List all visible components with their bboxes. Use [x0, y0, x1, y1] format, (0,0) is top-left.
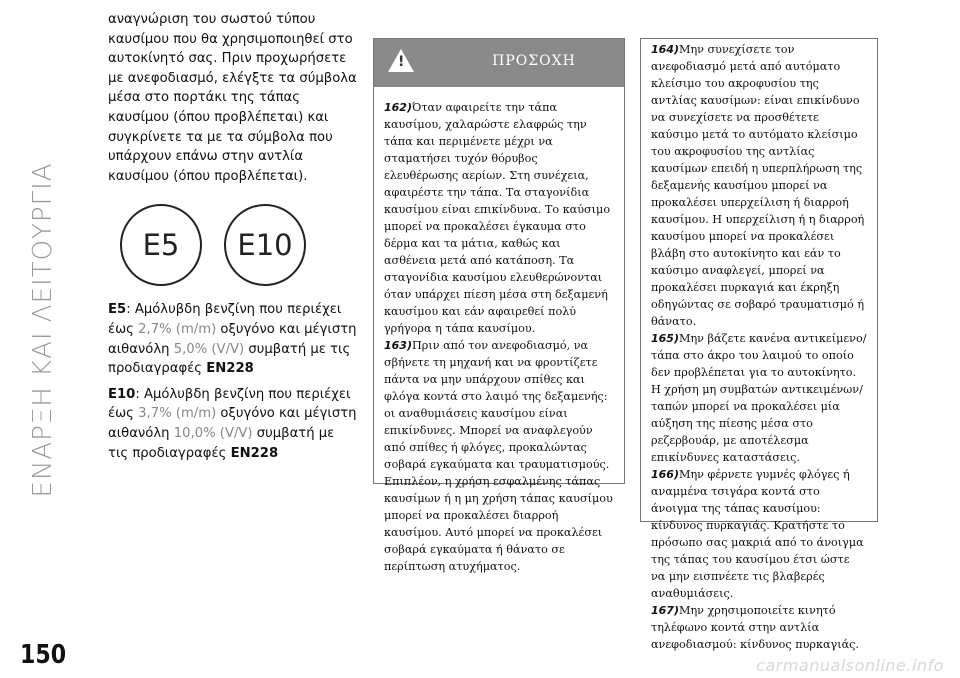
warning-item-162 [384, 99, 614, 337]
warning-text: Μην χρησιμοποιείτε κινητό τηλέφωνο κοντά στην αντλία ανεφοδιασμού: κίνδυνος πυρκαγιάς. [651, 604, 859, 651]
warning-ref: 165) [651, 332, 679, 345]
warning-ref: 163) [384, 339, 412, 352]
warning-ref: 166) [651, 468, 679, 481]
warning-item-166 [651, 466, 867, 602]
e5-text-3: συμβατή με τις προδιαγραφές [108, 341, 351, 377]
e5-text-2: οξυγόνο και μέγιστη αιθανόλη [108, 321, 357, 357]
warning-box [373, 38, 625, 573]
watermark: carmanualsonline.info [756, 656, 944, 675]
e10-ethanol-value: 10,0% (V/V) [173, 425, 253, 441]
section-label: ΕΝΑΡΞΗ ΚΑΙ ΛΕΙΤΟΥΡΓΙΑ [28, 162, 58, 498]
e10-spec [108, 385, 358, 463]
warning-text: Μην βάζετε κανένα αντικείμενο/τάπα στο άκρο του λαιμού το οποίο δεν προβλέπεται για το αυτοκίνητο. Η χρήση μη συμβατών αντικειμένων/ταπών μπορεί να προκαλέσει μία αύξηση της πίεσης μέσα στο ρεζερβουάρ, με αποτέλεσμα επικίνδυνες καταστάσεις. [651, 332, 867, 464]
warning-text: Μην συνεχίσετε τον ανεφοδιασμό μετά από αυτόματο κλείσιμο του ακροφυσίου της αντλίας καυσίμων: είναι επικίνδυνο να συνεχίσετε να προσθέτετε καύσιμο μετά το αυτόματο κλείσιμο του ακροφυσίου της αντλίας καυσίμων επειδή η υπερπλήρωση της δεξαμενής καυσίμου μπορεί να προκαλέσει υπερχείλιση ή διαρροή καυσίμου. Η υπερχείλιση ή η διαρροή καυσίμου μπορεί να προκαλέσει βλάβη στο αυτοκίνητο και εάν το καύσιμο αναφλεγεί, μπορεί να προκαλέσει πυρκαγιά και έκρηξη οδηγώντας σε σοβαρό τραυματισμό ή θάνατο. [651, 43, 865, 328]
e5-ethanol-value: 5,0% (V/V) [173, 341, 245, 357]
e10-badge-icon: E10 [224, 204, 306, 286]
warning-triangle-icon [388, 49, 414, 72]
e5-spec [108, 300, 358, 378]
warning-title: ΠΡΟΣΟΧΗ [492, 53, 576, 69]
left-column [108, 10, 358, 463]
page-number: 150 [20, 640, 67, 670]
intro-paragraph: αναγνώριση του σωστού τύπου καυσίμου που θα χρησιμοποιηθεί στο αυτοκίνητό σας. Πριν προχωρήσετε με ανεφοδιασμό, ελέγξτε τα σύμβολα μέσα στο πορτάκι της τάπας καυσίμου (όπου προβλέπεται) και συγκρίνετε τα με τα σύμβολα που υπάρχουν επάνω στην αντλία καυσίμου (όπου προβλέπεται). [108, 12, 357, 184]
e5-badge-icon: E5 [120, 204, 202, 286]
warning-item-164 [651, 41, 867, 330]
e10-oxygen-value: 3,7% (m/m) [138, 406, 217, 422]
e10-label: E10 [108, 386, 136, 402]
warning-text: Όταν αφαιρείτε την τάπα καυσίμου, χαλαρώστε ελαφρώς την τάπα και περιμένετε μέχρι να σταματήσει τυχόν θόρυβος ελευθέρωσης αερίων. Στη συνέχεια, αφαιρέστε την τάπα. Τα σταγονίδια καυσίμου είναι επικίνδυνα. Το καύσιμο μπορεί να προκαλέσει έγκαυμα στο δέρμα και τα μάτια, καθώς και ασθένεια μετά από κατάποση. Τα σταγονίδια καυσίμου ελευθερώνονται όταν υπάρχει πίεση μέσα στη δεξαμενή καυσίμου και εάν αφαιρεθεί πολύ γρήγορα η τάπα καυσίμου. [384, 101, 611, 335]
warning-ref: 164) [651, 43, 679, 56]
fuel-badges [120, 204, 358, 286]
e5-text-1: : Αμόλυβδη βενζίνη που περιέχει έως [108, 302, 342, 337]
warning-continued-body [641, 39, 877, 653]
warning-body [374, 87, 624, 575]
warning-item-163 [384, 337, 614, 575]
e10-text-1: : Αμόλυβδη βενζίνη που περιέχει έως [108, 386, 351, 422]
e5-standard: EN228 [206, 361, 254, 377]
warning-item-167 [651, 602, 867, 653]
e5-label: E5 [108, 302, 127, 318]
warning-ref: 162) [384, 101, 412, 114]
e10-standard: EN228 [230, 445, 279, 461]
warning-item-165 [651, 330, 867, 466]
warning-text: Πριν από τον ανεφοδιασμό, να σβήνετε τη μηχανή και να φροντίζετε πάντα να μην υπάρχουν σπίθες και φλόγα κοντά στο λαιμό της δεξαμενής: οι αναθυμιάσεις καυσίμου είναι επικίνδυνες. Μπορεί να αναφλεγούν από σπίθες ή φλόγες, προκαλώντας σοβαρά εγκαύματα και τραυματισμούς. Επιπλέον, η χρήση εσφαλμένης τάπας καυσίμων ή η μη χρήση τάπας καυσίμου μπορεί να προκαλέσει διαρροή καυσίμου. Αυτό μπορεί να προκαλέσει σοβαρά εγκαύματα ή θάνατο σε περίπτωση ατυχήματος. [384, 339, 613, 573]
warning-header [374, 39, 624, 87]
warning-text: Μην φέρνετε γυμνές φλόγες ή αναμμένα τσιγάρα κοντά στο άνοιγμα της τάπας καυσίμου: κίνδυνος πυρκαγιάς. Κρατήστε το πρόσωπο σας μακριά από το άνοιγμα της τάπας του καυσίμου έτσι ώστε να μην εισπνέετε τις βλαβερές αναθυμιάσεις. [651, 468, 864, 600]
e10-text-3: συμβατή με τις προδιαγραφές [108, 425, 335, 461]
e5-oxygen-value: 2,7% (m/m) [138, 321, 217, 337]
warning-ref: 167) [651, 604, 679, 617]
e10-text-2: οξυγόνο και μέγιστη αιθανόλη [108, 406, 357, 441]
warning-continued-box [640, 38, 878, 651]
